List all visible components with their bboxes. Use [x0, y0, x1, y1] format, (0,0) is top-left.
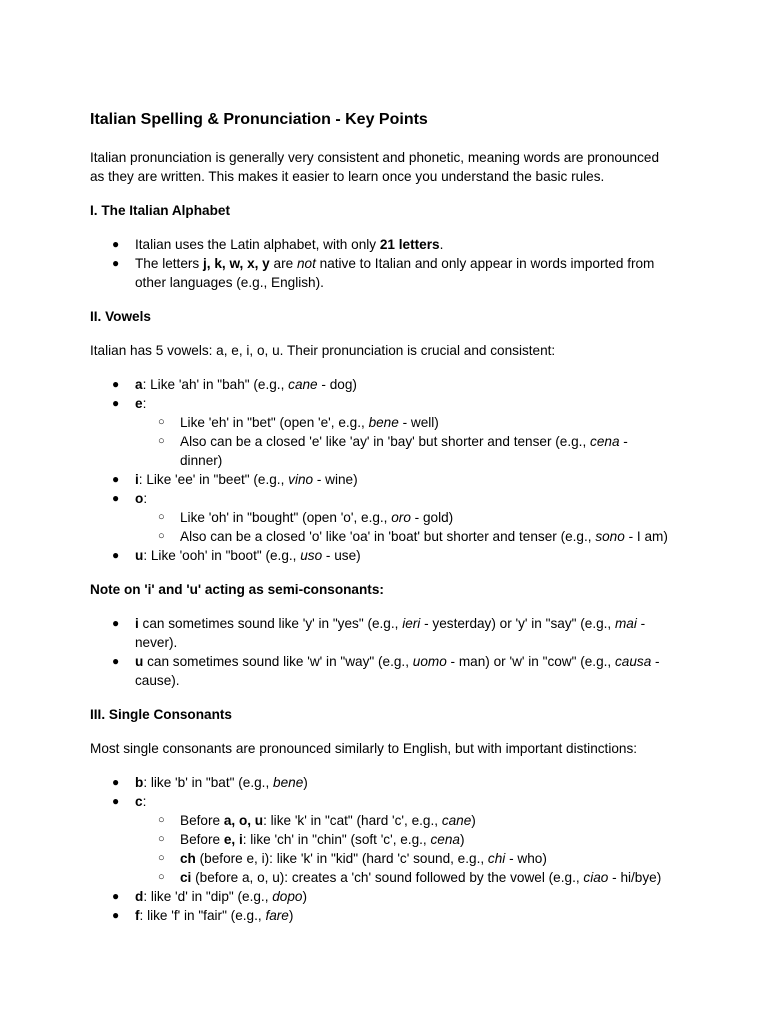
- section-heading-alphabet: I. The Italian Alphabet: [90, 203, 230, 218]
- list-item: ● Italian uses the Latin alphabet, with only 21 letters.: [112, 237, 444, 252]
- document-page: [90, 109, 690, 940]
- circle-bullet-icon: ○: [158, 852, 165, 864]
- list-item-e: ● e: ○ Like 'eh' in "bet" (open 'e', e.g., bene - well) ○ Also can be a closed 'e' like 'ay' in 'bay' but shorter and tenser (e.g., cena - dinner): [90, 394, 690, 470]
- list-item-i: ● i: Like 'ee' in "beet" (e.g., vino - wine): [112, 472, 358, 487]
- list-item-d: ● d: like 'd' in "dip" (e.g., dopo): [112, 889, 308, 904]
- sub-list-item: ○ Before e, i: like 'ch' in "chin" (soft 'c', e.g., cena): [158, 832, 465, 847]
- section-heading-semi-consonants: Note on 'i' and 'u' acting as semi-consonants:: [90, 582, 384, 597]
- intro-line-1: Italian pronunciation is generally very consistent and phonetic, meaning words are pronounced: [90, 150, 660, 165]
- bullet-icon: ●: [112, 654, 120, 668]
- bullet-icon: ●: [112, 396, 120, 410]
- list-item-b: ● b: like 'b' in "bat" (e.g., bene): [112, 775, 308, 790]
- sub-list-item: ○ Like 'eh' in "bet" (open 'e', e.g., bene - well): [158, 415, 439, 430]
- sub-list-item: ○ Like 'oh' in "bought" (open 'o', e.g., oro - gold): [158, 510, 454, 525]
- sub-list: [135, 413, 690, 470]
- list-item-i: ● i can sometimes sound like 'y' in "yes" (e.g., ieri - yesterday) or 'y' in "say" (e.g., mai - never).: [112, 616, 646, 650]
- list-item-f: ● f: like 'f' in "fair" (e.g., fare): [112, 908, 294, 923]
- vowels-intro: Italian has 5 vowels: a, e, i, o, u. Their pronunciation is crucial and consistent:: [90, 343, 556, 358]
- bullet-icon: ●: [112, 548, 120, 562]
- circle-bullet-icon: ○: [158, 416, 165, 428]
- bullet-icon: ●: [112, 256, 120, 270]
- semi-consonants-list: [90, 614, 690, 690]
- circle-bullet-icon: ○: [158, 530, 165, 542]
- bullet-icon: ●: [112, 237, 120, 251]
- sub-list-item: ○ Before a, o, u: like 'k' in "cat" (hard 'c', e.g., cane): [158, 813, 476, 828]
- sub-list-item: ○ ci (before a, o, u): creates a 'ch' sound followed by the vowel (e.g., ciao - hi/bye): [158, 870, 662, 885]
- bullet-icon: ●: [112, 377, 120, 391]
- list-item-o: ● o: ○ Like 'oh' in "bought" (open 'o', e.g., oro - gold) ○ Also can be a closed 'o' like 'oa' in 'boat' but shorter and tenser (e.g., sono - I am): [90, 489, 690, 546]
- section-heading-vowels: II. Vowels: [90, 309, 151, 324]
- circle-bullet-icon: ○: [158, 435, 165, 447]
- list-item: ● The letters j, k, w, x, y are not native to Italian and only appear in words imported from other languages (e.g., English).: [112, 256, 655, 290]
- bullet-icon: ●: [112, 889, 120, 903]
- list-item-c: ● c: ○ Before a, o, u: like 'k' in "cat" (hard 'c', e.g., cane) ○ Before e, i: like 'ch' in "chin" (soft 'c', e.g., cena) ○ ch (before e, i): like 'k' in "kid" (hard 'c' sound, e.g., chi - who) ○ ci (before a, o, u): creates a 'ch' sound followed by the vowel (e.g., ciao - hi/bye): [90, 792, 690, 887]
- list-item-a: ● a: Like 'ah' in "bah" (e.g., cane - dog): [112, 377, 357, 392]
- sub-list-item: ○ Also can be a closed 'e' like 'ay' in 'bay' but shorter and tenser (e.g., cena - dinner): [158, 434, 628, 468]
- circle-bullet-icon: ○: [158, 871, 165, 883]
- bullet-icon: ●: [112, 775, 120, 789]
- sub-list-item: ○ ch (before e, i): like 'k' in "kid" (hard 'c' sound, e.g., chi - who): [158, 851, 547, 866]
- intro-paragraph: [90, 148, 690, 186]
- sub-list: [135, 811, 690, 887]
- bullet-icon: ●: [112, 794, 120, 808]
- sub-list: [135, 508, 690, 546]
- intro-line-2: as they are written. This makes it easier to learn once you understand the basic rules.: [90, 169, 605, 184]
- bullet-icon: ●: [112, 472, 120, 486]
- circle-bullet-icon: ○: [158, 814, 165, 826]
- bullet-icon: ●: [112, 908, 120, 922]
- alphabet-list: [90, 235, 690, 292]
- circle-bullet-icon: ○: [158, 833, 165, 845]
- section-heading-consonants: III. Single Consonants: [90, 707, 232, 722]
- page-title: Italian Spelling & Pronunciation - Key Points: [90, 111, 428, 128]
- sub-list-item: ○ Also can be a closed 'o' like 'oa' in 'boat' but shorter and tenser (e.g., sono - I am): [158, 529, 668, 544]
- circle-bullet-icon: ○: [158, 511, 165, 523]
- bullet-icon: ●: [112, 491, 120, 505]
- list-item-u: ● u: Like 'ooh' in "boot" (e.g., uso - use): [112, 548, 361, 563]
- bullet-icon: ●: [112, 616, 120, 630]
- list-item-u: ● u can sometimes sound like 'w' in "way" (e.g., uomo - man) or 'w' in "cow" (e.g., causa - cause).: [112, 654, 660, 688]
- consonants-list: [90, 773, 690, 925]
- vowels-list: [90, 375, 690, 565]
- consonants-intro: Most single consonants are pronounced similarly to English, but with important distinctions:: [90, 741, 638, 756]
